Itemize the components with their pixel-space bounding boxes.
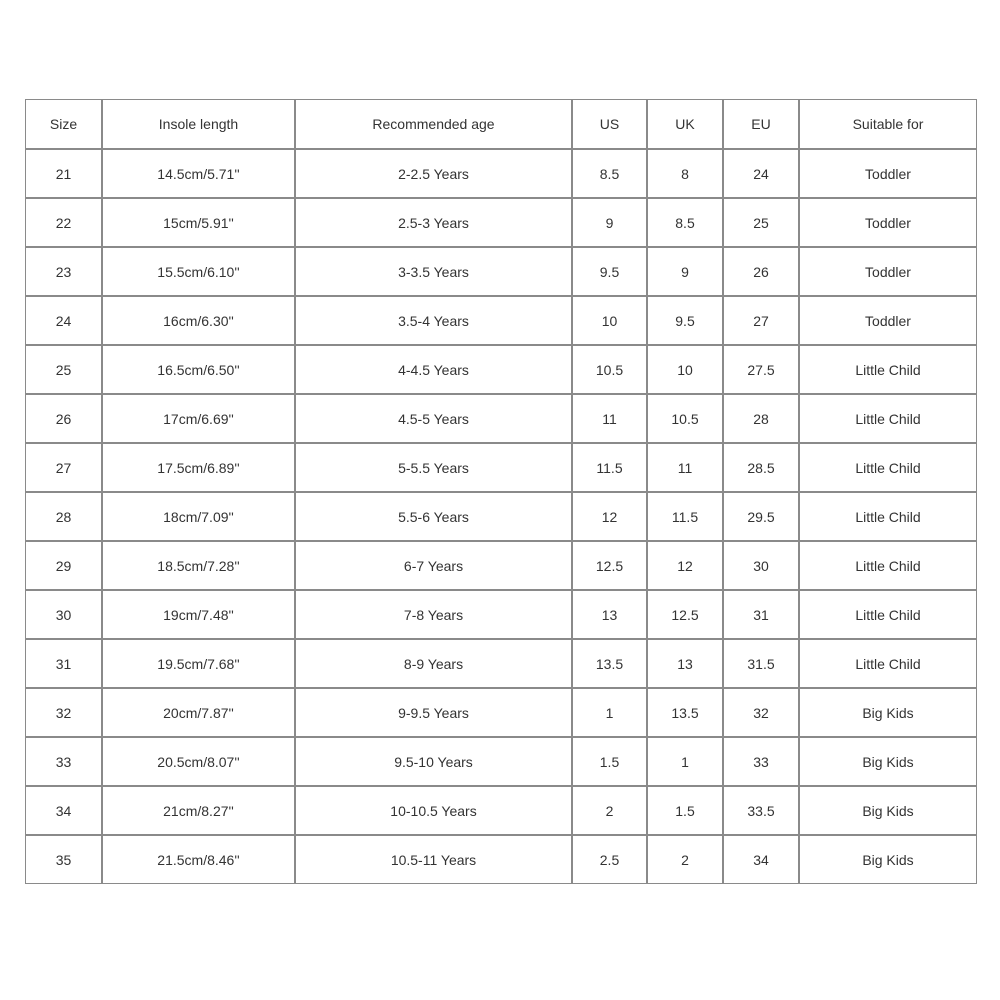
table-row: [26, 493, 976, 542]
cell-eu: 28: [724, 395, 800, 444]
cell-uk: 10.5: [648, 395, 724, 444]
cell-uk: 10: [648, 346, 724, 395]
cell-uk: 2: [648, 836, 724, 883]
cell-size: 30: [26, 591, 103, 640]
cell-uk: 11: [648, 444, 724, 493]
header-recommended-age: Recommended age: [296, 100, 573, 150]
cell-eu: 32: [724, 689, 800, 738]
cell-us: 2: [573, 787, 648, 836]
cell-size: 27: [26, 444, 103, 493]
header-suitable-for: Suitable for: [800, 100, 976, 150]
cell-uk: 1: [648, 738, 724, 787]
cell-insole-length: 19cm/7.48'': [103, 591, 296, 640]
cell-recommended-age: 10-10.5 Years: [296, 787, 573, 836]
cell-size: 32: [26, 689, 103, 738]
cell-us: 2.5: [573, 836, 648, 883]
cell-suitable-for: Little Child: [800, 493, 976, 542]
cell-size: 31: [26, 640, 103, 689]
cell-recommended-age: 7-8 Years: [296, 591, 573, 640]
cell-size: 26: [26, 395, 103, 444]
header-us: US: [573, 100, 648, 150]
cell-size: 33: [26, 738, 103, 787]
cell-us: 10.5: [573, 346, 648, 395]
table-row: [26, 297, 976, 346]
cell-insole-length: 17cm/6.69'': [103, 395, 296, 444]
cell-insole-length: 14.5cm/5.71'': [103, 150, 296, 199]
cell-recommended-age: 3.5-4 Years: [296, 297, 573, 346]
table-row: [26, 836, 976, 883]
cell-recommended-age: 9.5-10 Years: [296, 738, 573, 787]
cell-us: 9: [573, 199, 648, 248]
cell-insole-length: 16.5cm/6.50'': [103, 346, 296, 395]
cell-insole-length: 17.5cm/6.89'': [103, 444, 296, 493]
header-row: [26, 100, 976, 150]
header-eu: EU: [724, 100, 800, 150]
cell-uk: 11.5: [648, 493, 724, 542]
cell-suitable-for: Big Kids: [862, 851, 914, 868]
cell-suitable-for: Big Kids: [800, 689, 976, 738]
cell-us: 12: [573, 493, 648, 542]
cell-suitable-for: Toddler: [800, 199, 976, 248]
cell-uk: 9.5: [648, 297, 724, 346]
cell-insole-length: 21cm/8.27'': [103, 787, 296, 836]
cell-eu: 26: [724, 248, 800, 297]
cell-size: 25: [26, 346, 103, 395]
cell-insole-length: 18cm/7.09'': [103, 493, 296, 542]
cell-recommended-age: 10.5-11 Years: [296, 836, 573, 883]
cell-eu: 27.5: [724, 346, 800, 395]
cell-recommended-age: 5-5.5 Years: [296, 444, 573, 493]
cell-size: 35: [26, 836, 103, 883]
cell-eu: 33: [724, 738, 800, 787]
cell-recommended-age: 2-2.5 Years: [296, 150, 573, 199]
size-chart-table: [25, 99, 977, 884]
cell-insole-length: 19.5cm/7.68'': [103, 640, 296, 689]
table-row: [26, 689, 976, 738]
table-row: [26, 640, 976, 689]
cell-insole-length: 18.5cm/7.28'': [103, 542, 296, 591]
cell-recommended-age: 8-9 Years: [296, 640, 573, 689]
cell-insole-length: 15.5cm/6.10'': [103, 248, 296, 297]
size-chart: [25, 99, 975, 884]
cell-eu: 28.5: [724, 444, 800, 493]
cell-us: 12.5: [573, 542, 648, 591]
cell-size: 22: [26, 199, 103, 248]
cell-suitable-for: Little Child: [800, 591, 976, 640]
cell-insole-length: 20.5cm/8.07'': [103, 738, 296, 787]
cell-eu: 24: [724, 150, 800, 199]
table-row: [26, 444, 976, 493]
table-header: [26, 100, 976, 150]
cell-eu: 25: [724, 199, 800, 248]
cell-insole-length: 21.5cm/8.46'': [103, 836, 296, 883]
cell-eu: 27: [724, 297, 800, 346]
header-size: Size: [26, 100, 103, 150]
cell-uk: 12.5: [648, 591, 724, 640]
table-row: [26, 591, 976, 640]
cell-suitable-for: Little Child: [800, 640, 976, 689]
cell-recommended-age: 4-4.5 Years: [296, 346, 573, 395]
header-insole-length: Insole length: [103, 100, 296, 150]
cell-suitable-for: Little Child: [800, 444, 976, 493]
cell-recommended-age: 5.5-6 Years: [296, 493, 573, 542]
cell-recommended-age: 2.5-3 Years: [296, 199, 573, 248]
cell-insole-length: 15cm/5.91'': [103, 199, 296, 248]
cell-uk: 12: [648, 542, 724, 591]
cell-uk: 1.5: [648, 787, 724, 836]
cell-recommended-age: 9-9.5 Years: [296, 689, 573, 738]
cell-us: 9.5: [573, 248, 648, 297]
cell-us: 10: [573, 297, 648, 346]
table-body: [26, 150, 976, 883]
cell-us: 11.5: [573, 444, 648, 493]
cell-suitable-for: Little Child: [800, 542, 976, 591]
cell-insole-length: 20cm/7.87'': [103, 689, 296, 738]
cell-size: 34: [26, 787, 103, 836]
cell-suitable-for: Big Kids: [800, 787, 976, 836]
cell-uk: 13: [648, 640, 724, 689]
cell-size: 21: [26, 150, 103, 199]
table-row: [26, 346, 976, 395]
cell-insole-length: 16cm/6.30'': [103, 297, 296, 346]
cell-uk: 8.5: [648, 199, 724, 248]
table-row: [26, 248, 976, 297]
cell-suitable-for: Toddler: [800, 248, 976, 297]
cell-suitable-for: Toddler: [800, 297, 976, 346]
cell-suitable-for: Little Child: [800, 395, 976, 444]
cell-recommended-age: 3-3.5 Years: [296, 248, 573, 297]
table-row: [26, 738, 976, 787]
cell-size: 24: [26, 297, 103, 346]
table-row: [26, 395, 976, 444]
cell-suitable-for: Toddler: [800, 150, 976, 199]
cell-recommended-age: 4.5-5 Years: [296, 395, 573, 444]
table-row: [26, 199, 976, 248]
table-row: [26, 150, 976, 199]
cell-uk: 8: [648, 150, 724, 199]
cell-suitable-for: Big Kids: [800, 738, 976, 787]
table-row: [26, 787, 976, 836]
header-uk: UK: [648, 100, 724, 150]
cell-eu: 33.5: [724, 787, 800, 836]
cell-us: 8.5: [573, 150, 648, 199]
cell-eu: 31: [724, 591, 800, 640]
cell-eu: 30: [724, 542, 800, 591]
cell-eu: 31.5: [724, 640, 800, 689]
cell-suitable-for: Little Child: [800, 346, 976, 395]
cell-us: 1: [573, 689, 648, 738]
cell-recommended-age: 6-7 Years: [296, 542, 573, 591]
cell-eu: 34: [724, 836, 800, 883]
cell-us: 13: [573, 591, 648, 640]
cell-size: 29: [26, 542, 103, 591]
cell-us: 11: [573, 395, 648, 444]
cell-us: 13.5: [573, 640, 648, 689]
cell-us: 1.5: [573, 738, 648, 787]
cell-size: 23: [26, 248, 103, 297]
table-row: [26, 542, 976, 591]
cell-uk: 13.5: [648, 689, 724, 738]
cell-size: 28: [26, 493, 103, 542]
cell-eu: 29.5: [724, 493, 800, 542]
cell-uk: 9: [648, 248, 724, 297]
